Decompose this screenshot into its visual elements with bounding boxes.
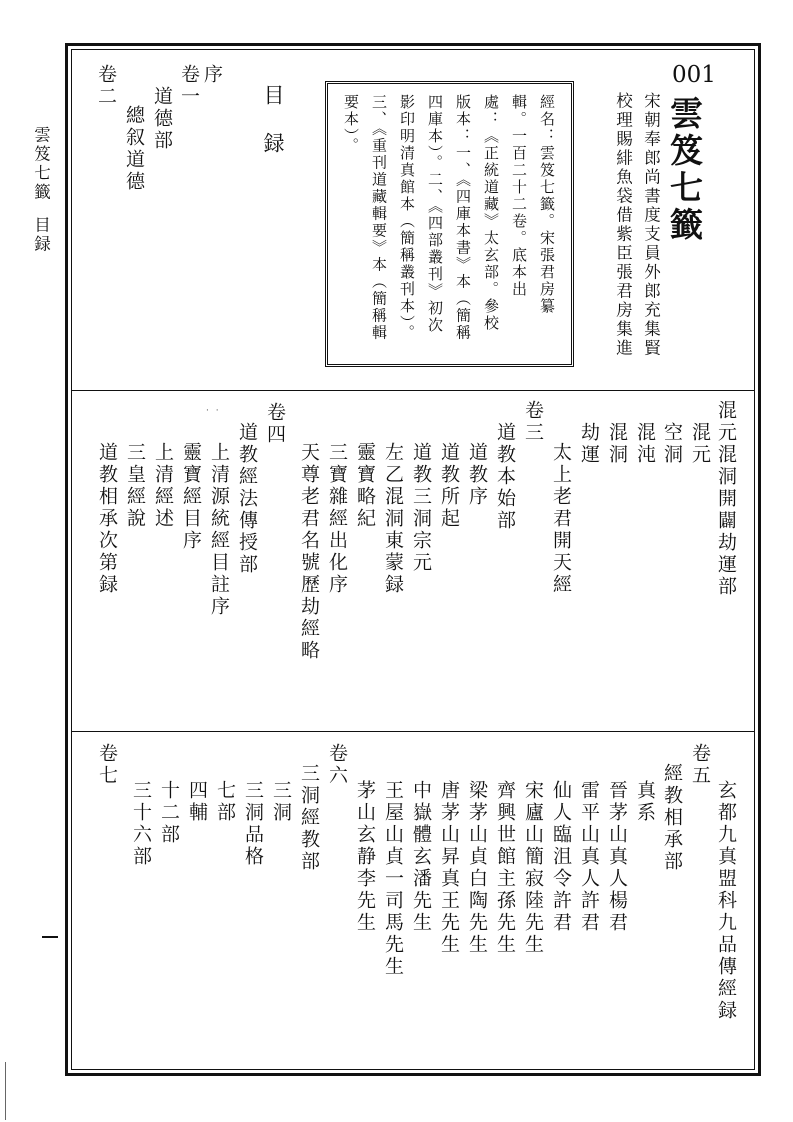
toc-entry: 真系	[634, 780, 656, 824]
margin-section-label: 目録	[31, 216, 51, 254]
toc-entry: 混洞	[606, 422, 628, 466]
band-divider-2	[71, 731, 755, 732]
toc-entry: 天尊老君名號歷劫經略	[298, 442, 320, 662]
toc-entry: 三皇經說	[124, 442, 146, 530]
note-line: 輯。一百二十二卷。底本出	[510, 94, 528, 298]
doc-number: 001	[672, 62, 716, 88]
toc-heading-mu: 目	[261, 84, 285, 105]
toc-part: 經教相承部	[661, 763, 683, 873]
toc-entry: 道教所起	[438, 442, 460, 530]
note-line: 處：《正統道藏》太玄部。參校	[482, 94, 500, 332]
toc-juan: 卷二	[95, 64, 117, 108]
toc-part: 道教經法傳授部	[236, 422, 258, 576]
scan-edge-mark	[5, 1062, 6, 1120]
toc-entry: 十二部	[158, 780, 180, 846]
toc-entry: 劫運	[578, 422, 600, 466]
toc-juan: 卷六	[326, 743, 348, 787]
doc-title: 雲笈七籤	[665, 96, 704, 244]
margin-page-number	[42, 936, 58, 938]
toc-entry: 左乙混洞東蒙録	[382, 442, 404, 596]
toc-juan: 卷四	[264, 402, 286, 446]
toc-entry: 晉茅山真人楊君	[606, 780, 628, 934]
toc-entry: 三寶雜經出化序	[326, 442, 348, 596]
margin-book-title: 雲笈七籤	[31, 126, 51, 202]
toc-entry: 上清經述	[152, 442, 174, 530]
note-line: 四庫本）。二、《四部叢刊》初次	[426, 94, 444, 334]
toc-heading-lu: 録	[261, 132, 285, 153]
toc-part: 道教本始部	[494, 422, 516, 532]
toc-part: 三洞經教部	[298, 763, 320, 873]
toc-entry: 混沌	[634, 422, 656, 466]
toc-entry-preface: 序	[201, 64, 223, 86]
toc-entry: 四輔	[186, 780, 208, 824]
note-line: 版本：一、《四庫本書》本（簡稱	[454, 94, 472, 342]
toc-entry: 太上老君開天經	[550, 442, 572, 596]
toc-entry: 道教相承次第録	[96, 442, 118, 596]
toc-part: 混元混洞開闢劫運部	[715, 400, 737, 598]
toc-entry: 混元	[689, 422, 711, 466]
note-line: 影印明清真館本（簡稱叢刊本）。	[398, 94, 416, 342]
toc-part: 道德部	[151, 86, 173, 152]
toc-entry: 中嶽體玄潘先生	[410, 780, 432, 934]
toc-juan: 卷五	[689, 743, 711, 787]
band-divider-1	[71, 390, 755, 391]
toc-entry: 靈寶略紀	[354, 442, 376, 530]
toc-entry: 三洞	[270, 780, 292, 824]
toc-entry: 空洞	[661, 422, 683, 466]
author-line-1: 宋朝奉郎尚書度支員外郎充集賢	[641, 92, 661, 358]
toc-entry: 齊興世館主孫先生	[494, 780, 516, 956]
toc-entry: 宋廬山簡寂陸先生	[522, 780, 544, 956]
toc-juan: 卷三	[522, 400, 544, 444]
toc-entry: 仙人臨沮令許君	[550, 780, 572, 934]
toc-entry: 七部	[214, 780, 236, 824]
toc-entry: 道教三洞宗元	[410, 442, 432, 574]
note-box	[325, 81, 574, 367]
author-line-2: 校理賜緋魚袋借紫臣張君房集進	[613, 92, 633, 358]
speck-marks: · ·	[206, 406, 221, 416]
toc-entry: 上清源統經目註序	[208, 442, 230, 618]
toc-entry: 三十六部	[130, 780, 152, 868]
toc-entry: 靈寶經目序	[180, 442, 202, 552]
toc-entry: 雷平山真人許君	[578, 780, 600, 934]
toc-juan: 卷七	[96, 743, 118, 787]
note-line: 要本）。	[342, 94, 360, 155]
toc-entry: 梁茅山貞白陶先生	[466, 780, 488, 956]
toc-entry: 王屋山貞一司馬先生	[382, 780, 404, 978]
toc-entry: 三洞品格	[242, 780, 264, 868]
toc-entry: 茅山玄静李先生	[354, 780, 376, 934]
toc-entry: 道教序	[466, 442, 488, 508]
toc-entry: 總叙道德	[123, 105, 145, 193]
toc-entry: 唐茅山昇真王先生	[438, 780, 460, 956]
toc-part: 玄都九真盟科九品傳經録	[715, 780, 737, 1022]
note-line: 三、《重刊道藏輯要》本（簡稱輯	[370, 94, 388, 342]
note-line: 經名：雲笈七籤。宋張君房纂	[538, 94, 556, 315]
toc-juan: 卷一	[178, 64, 200, 108]
